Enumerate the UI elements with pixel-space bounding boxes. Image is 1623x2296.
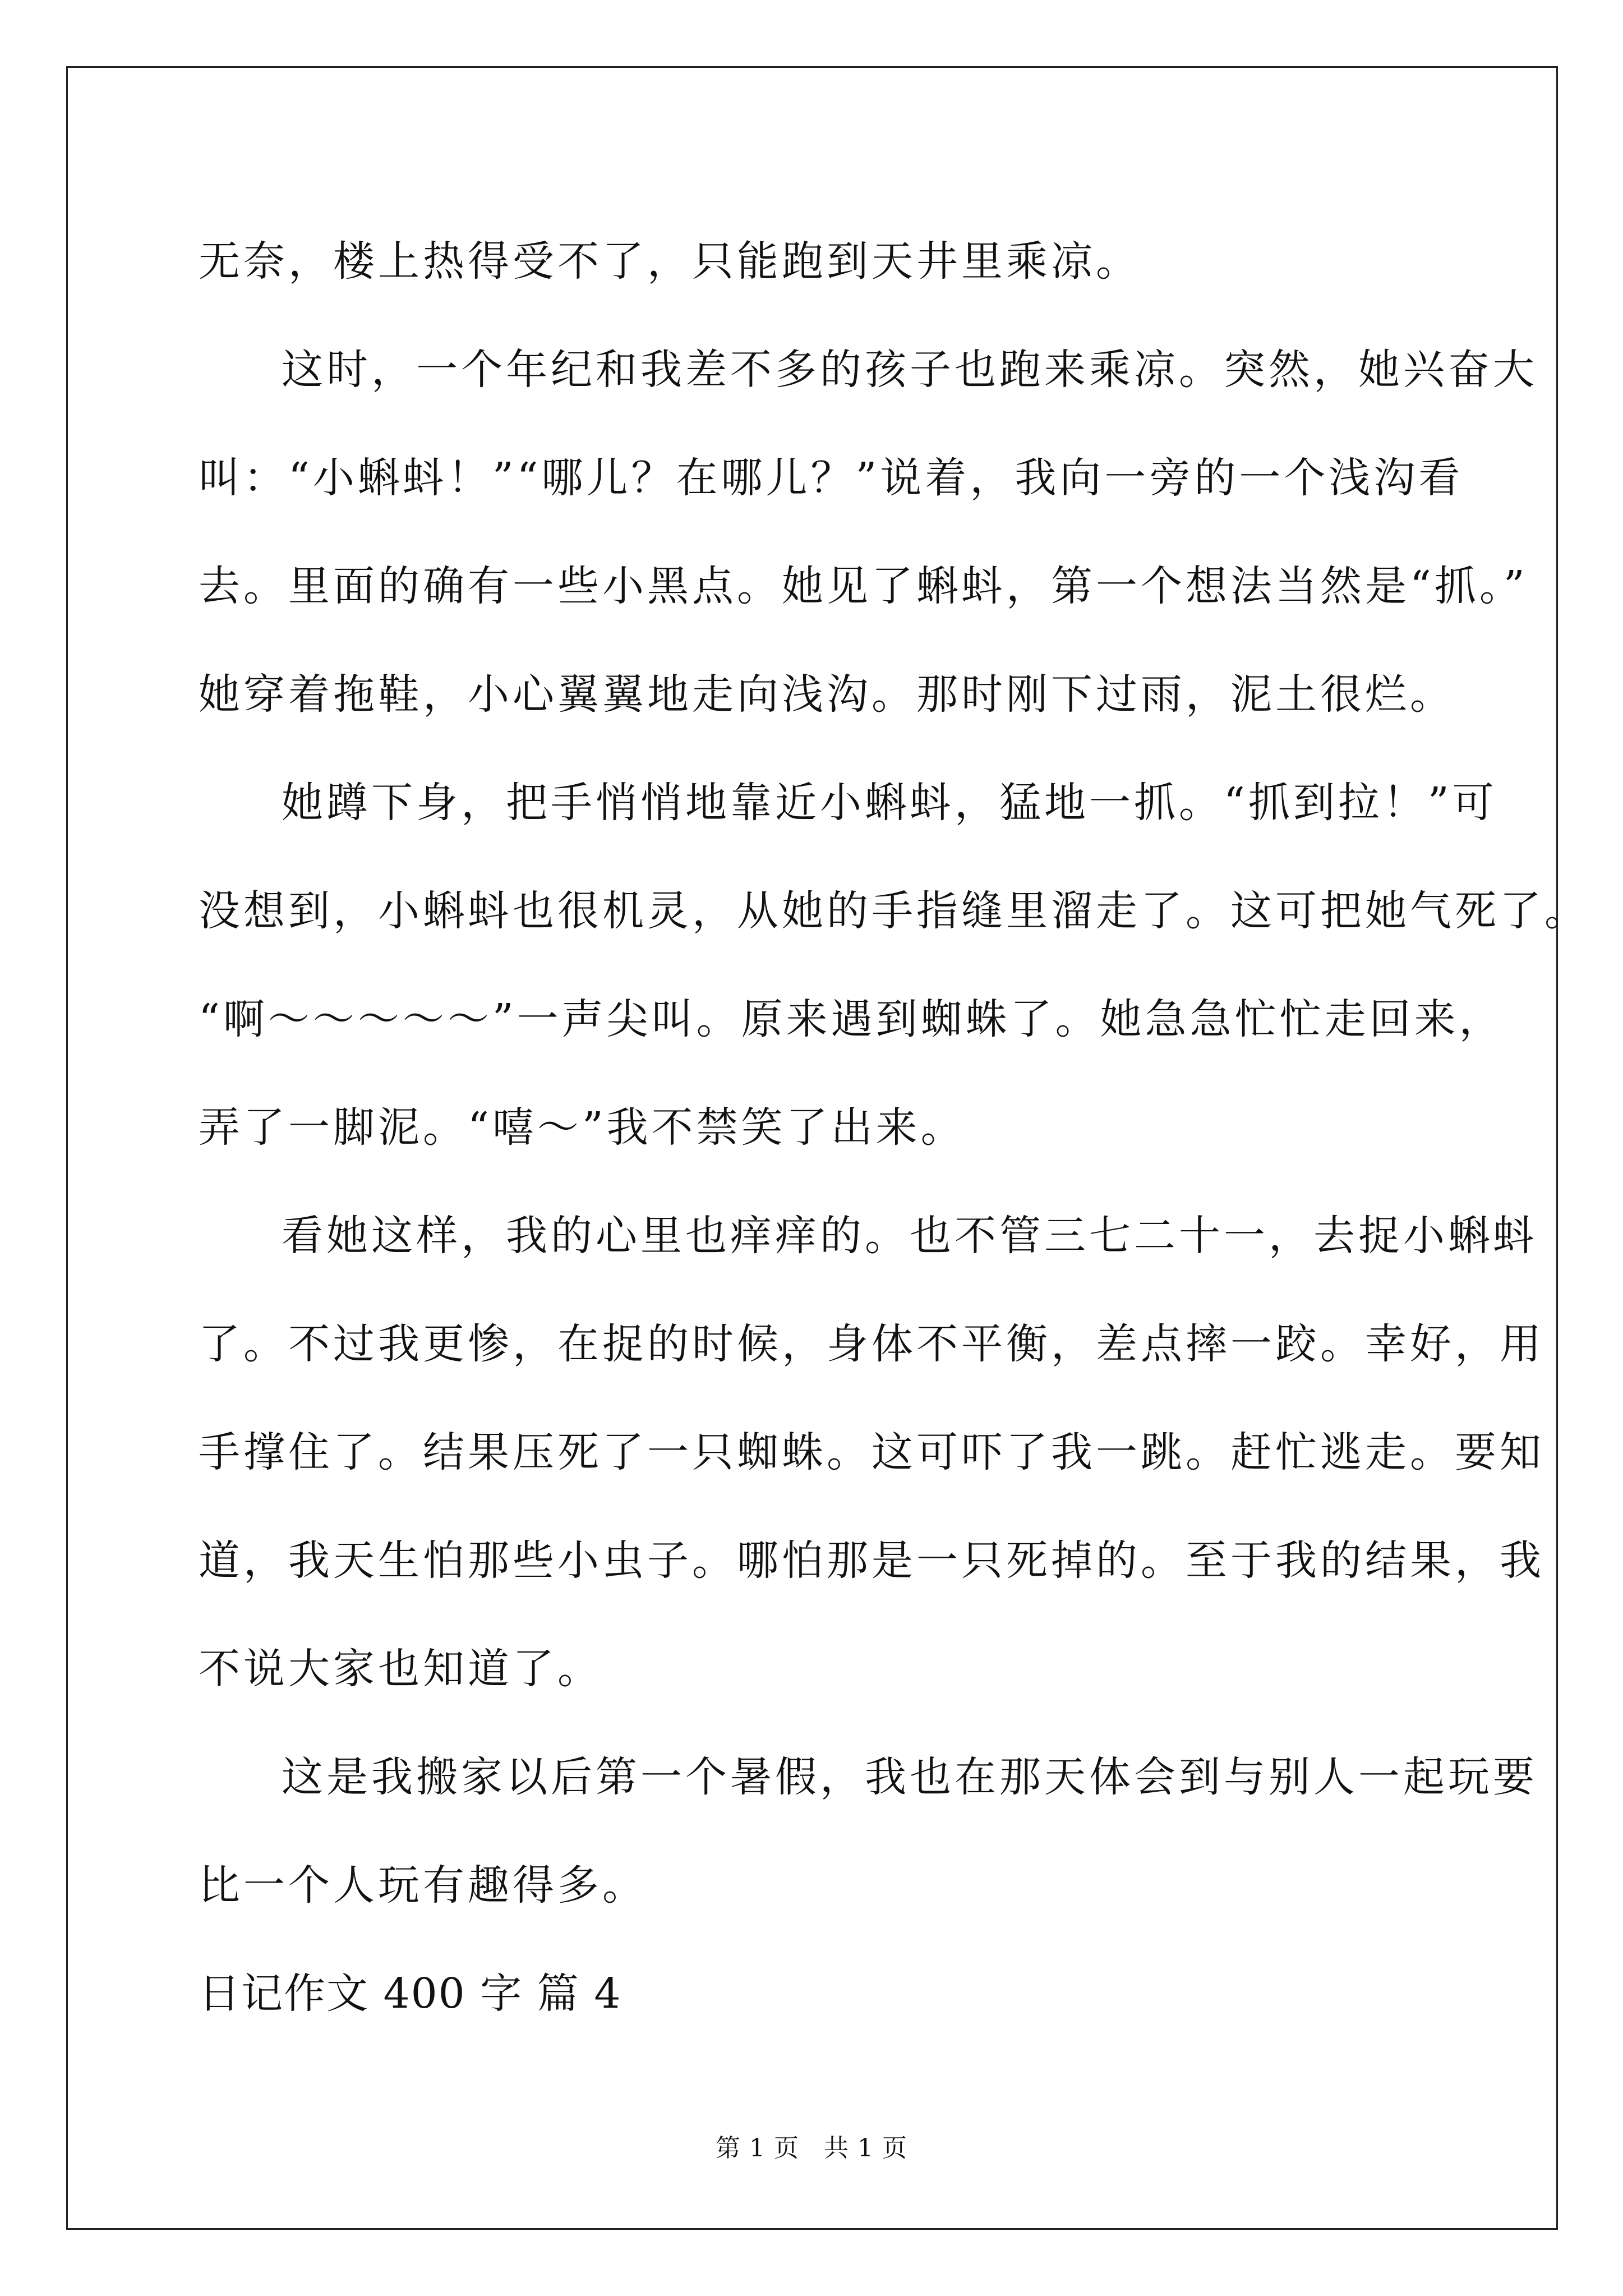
document-body xyxy=(199,208,1589,2048)
text-line: “啊～～～～～”一声尖叫。原来遇到蜘蛛了。她急急忙忙走回来， xyxy=(199,995,1504,1043)
text-line: 道，我天生怕那些小虫子。哪怕那是一只死掉的。至于我的结果，我 xyxy=(199,1536,1544,1585)
text-line: 无奈，楼上热得受不了，只能跑到天井里乘凉。 xyxy=(199,237,1141,286)
page-number-current: 第 1 页 xyxy=(716,2134,799,2162)
text-line: 手撑住了。结果压死了一只蜘蛛。这可吓了我一跳。赶忙逃走。要知 xyxy=(199,1428,1544,1476)
page-footer xyxy=(0,2132,1623,2165)
text-line: 去。里面的确有一些小黑点。她见了蝌蚪，第一个想法当然是“抓。” xyxy=(199,562,1528,610)
section-heading: 日记作文 400 字 篇 4 xyxy=(199,1970,622,2018)
text-line: 弄了一脚泥。“嘻～”我不禁笑了出来。 xyxy=(199,1103,966,1152)
paragraph-start: 看她这样，我的心里也痒痒的。也不管三七二十一，去捉小蝌蚪 xyxy=(282,1212,1538,1260)
text-line: 了。不过我更惨，在捉的时候，身体不平衡，差点摔一跤。幸好，用 xyxy=(199,1320,1544,1368)
text-line: 不说大家也知道了。 xyxy=(199,1645,602,1693)
paragraph-start: 这时，一个年纪和我差不多的孩子也跑来乘凉。突然，她兴奋大 xyxy=(282,346,1538,394)
paragraph-start: 她蹲下身，把手悄悄地靠近小蝌蚪，猛地一抓。“抓到拉！”可 xyxy=(282,779,1497,827)
paragraph-start: 这是我搬家以后第一个暑假，我也在那天体会到与别人一起玩要 xyxy=(282,1753,1538,1801)
text-line: 没想到，小蝌蚪也很机灵，从她的手指缝里溜走了。这可把她气死了。 xyxy=(199,887,1589,935)
text-line: 比一个人玩有趣得多。 xyxy=(199,1861,647,1910)
text-line: 她穿着拖鞋，小心翼翼地走向浅沟。那时刚下过雨，泥土很烂。 xyxy=(199,670,1455,719)
text-line: 叫：“小蝌蚪！”“哪儿？在哪儿？”说着，我向一旁的一个浅沟看 xyxy=(199,454,1464,502)
page-number-total: 共 1 页 xyxy=(824,2134,907,2162)
